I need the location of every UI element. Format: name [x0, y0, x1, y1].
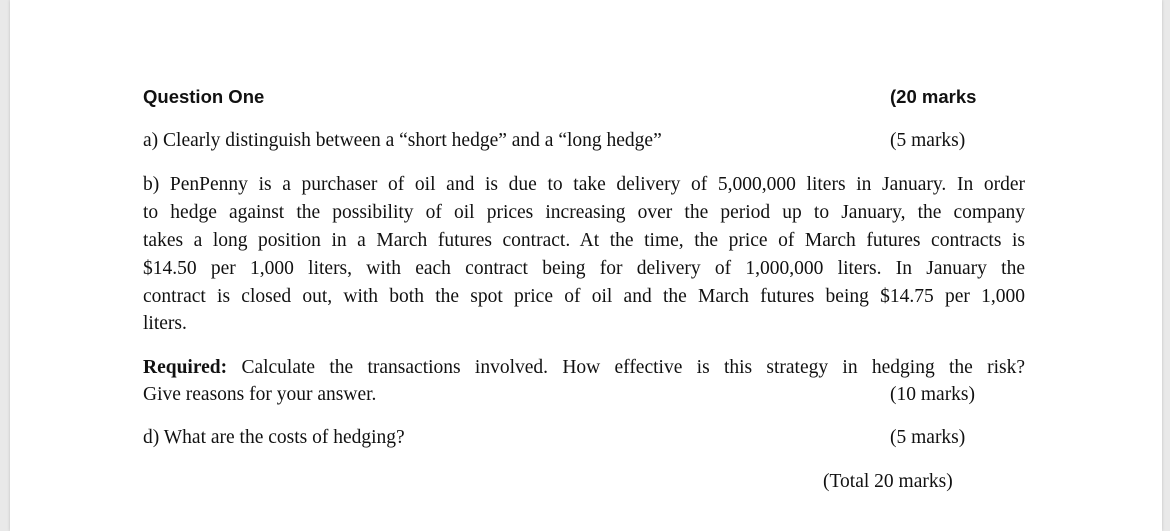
part-d-marks: (5 marks)	[890, 427, 966, 448]
part-b-line-2: to hedge against the possibility of oil prices increasing over the period up to January, the company	[143, 202, 1025, 223]
question-title: Question One	[143, 86, 265, 107]
part-d-text: d) What are the costs of hedging?	[143, 427, 405, 448]
part-b-line-1: b) PenPenny is a purchaser of oil and is due to take delivery of 5,000,000 liters in January. In order	[143, 174, 1025, 195]
part-a-text: a) Clearly distinguish between a “short hedge” and a “long hedge”	[143, 130, 662, 151]
question-marks: (20 marks	[890, 86, 977, 107]
document-page	[10, 0, 1162, 531]
required-marks: (10 marks)	[890, 384, 976, 405]
total-marks: (Total 20 marks)	[823, 471, 953, 492]
part-b-line-5: contract is closed out, with both the spot price of oil and the March futures being $14.75 per 1,000	[143, 286, 1025, 307]
required-line-2: Give reasons for your answer.	[143, 384, 377, 405]
part-b-line-3: takes a long position in a March futures contract. At the time, the price of March futures contracts is	[143, 230, 1025, 251]
part-a-marks: (5 marks)	[890, 130, 966, 151]
required-label: Required:	[143, 357, 228, 378]
part-b-line-6: liters.	[143, 313, 187, 334]
required-text: Calculate the transactions involved. How effective is this strategy in hedging the risk?	[241, 357, 1026, 378]
part-b-line-4: $14.50 per 1,000 liters, with each contract being for delivery of 1,000,000 liters. In January the	[143, 258, 1025, 279]
required-line-1	[143, 357, 1025, 379]
